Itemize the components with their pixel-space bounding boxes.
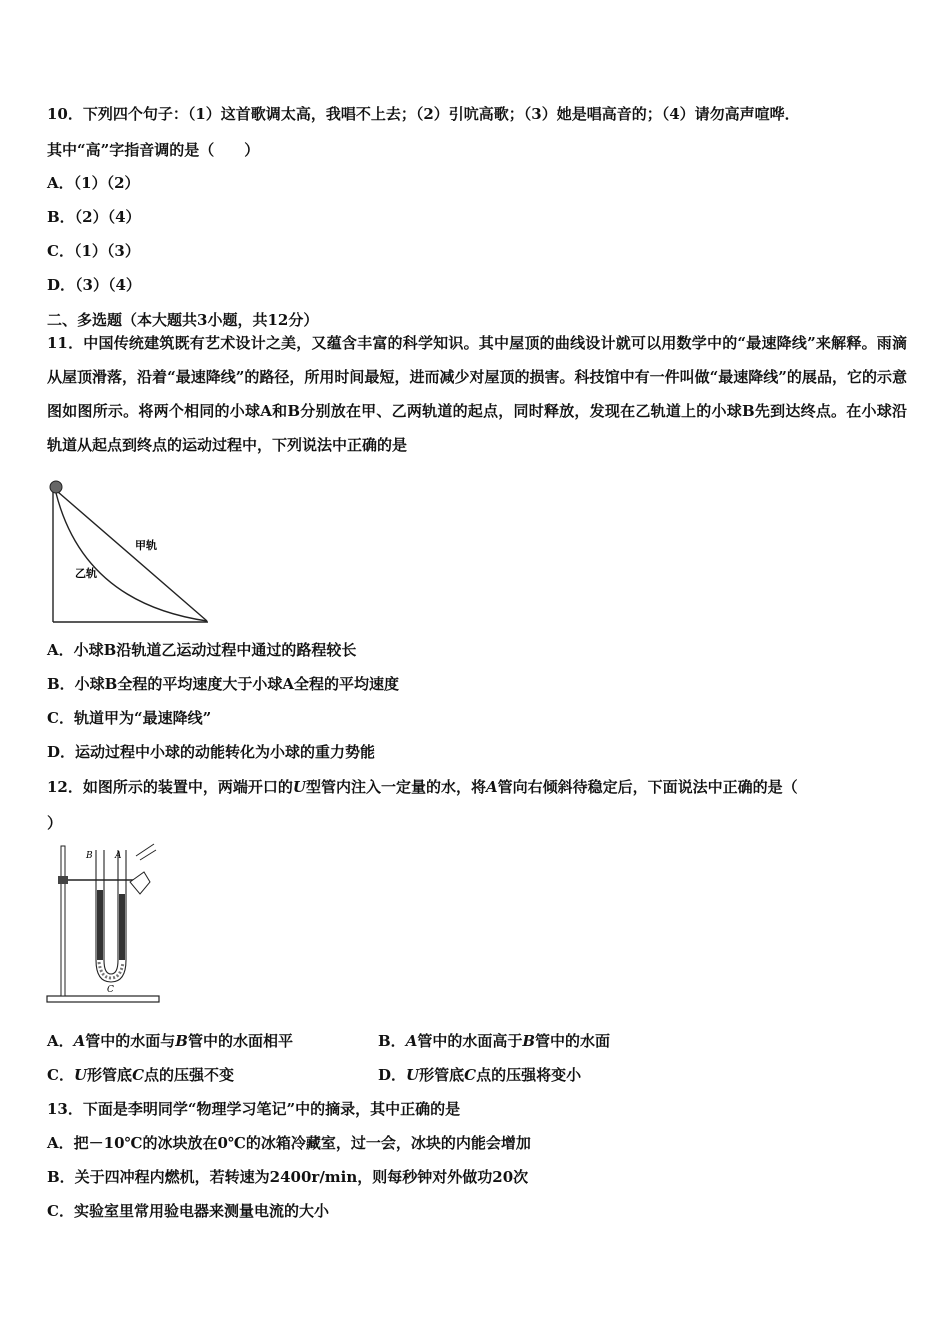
section2-heading: 二、多选题（本大题共3小题，共12分） [47, 311, 319, 329]
q13-option-a: A．把－10℃的冰块放在0℃的冰箱冷藏室，过一会，冰块的内能会增加 [47, 1134, 531, 1152]
stand-base [47, 996, 159, 1002]
label-b: B [86, 851, 93, 861]
q12-option-c: C．U形管底C点的压强不变 [47, 1066, 235, 1084]
q12-u-tube-figure [44, 842, 164, 1008]
var-u: U [292, 778, 306, 796]
q12-option-a: A．A管中的水面与B管中的水面相平 [47, 1032, 293, 1050]
q10-option-c: C．（1）（3） [47, 242, 140, 260]
q11-option-c: C．轨道甲为“最速降线” [47, 709, 212, 727]
var-a: A [486, 778, 498, 796]
ball-icon [50, 481, 62, 493]
q12-stem-end: ） [47, 814, 63, 832]
q10-option-a: A．（1）（2） [47, 174, 140, 192]
stand-rod [61, 846, 65, 996]
q13-option-b: B．关于四冲程内燃机，若转速为2400r/min，则每秒钟对外做功20次 [47, 1168, 529, 1186]
q10-stem-line1: 10．下列四个句子：（1）这首歌调太高，我唱不上去；（2）引吭高歌；（3）她是唱高音的；（4）请勿高声喧哗． [47, 105, 800, 123]
q10-stem-line2: 其中“高”字指音调的是（ ） [47, 141, 260, 159]
q12-option-d: D．U形管底C点的压强将变小 [378, 1066, 582, 1084]
tube-b-water [97, 890, 103, 960]
tube-a-water [119, 894, 125, 960]
q11-stem: 11．中国传统建筑既有艺术设计之美，又蕴含丰富的科学知识。其中屋顶的曲线设计就可以用数学中的“最速降线”来解释。雨滴从屋顶滑落，沿着“最速降线”的路径，所用时间最短，进而减少对屋顶的损害。科技馆中有一件叫做“最速降线”的展品，它的示意图如图所示。将两个相同的小球A和B分别放在甲、乙两轨道的起点，同时释放，发现在乙轨道上的小球B先到达终点。在小球沿轨道从起点到终点的运动过程中，下列说法中正确的是 [47, 334, 907, 454]
q13-stem: 13．下面是李明同学“物理学习笔记”中的摘录，其中正确的是 [47, 1100, 461, 1118]
q11-option-a: A．小球B沿轨道乙运动过程中通过的路程较长 [47, 641, 357, 659]
q11-option-d: D．运动过程中小球的动能转化为小球的重力势能 [47, 743, 376, 761]
label-c: C [107, 985, 114, 995]
q11-option-b: B．小球B全程的平均速度大于小球A全程的平均速度 [47, 675, 399, 693]
clamp-boss [58, 876, 68, 884]
q10-option-b: B．（2）（4） [47, 208, 141, 226]
q10-option-d: D．（3）（4） [47, 276, 141, 294]
hand-icon [130, 872, 150, 894]
q11-track-figure [44, 478, 214, 628]
track-jia-line [58, 492, 207, 621]
label-jia-track: 甲轨 [135, 539, 157, 552]
label-yi-track: 乙轨 [75, 567, 97, 580]
label-a: A [115, 851, 122, 861]
q13-option-c: C．实验室里常用验电器来测量电流的大小 [47, 1202, 329, 1220]
q12-option-b: B．A管中的水面高于B管中的水面 [378, 1032, 611, 1050]
q12-stem: 12．如图所示的装置中，两端开口的U型管内注入一定量的水，将A管向右倾斜待稳定后，下面说法中正确的是（ [47, 778, 798, 796]
tilt-indicator [136, 844, 154, 856]
